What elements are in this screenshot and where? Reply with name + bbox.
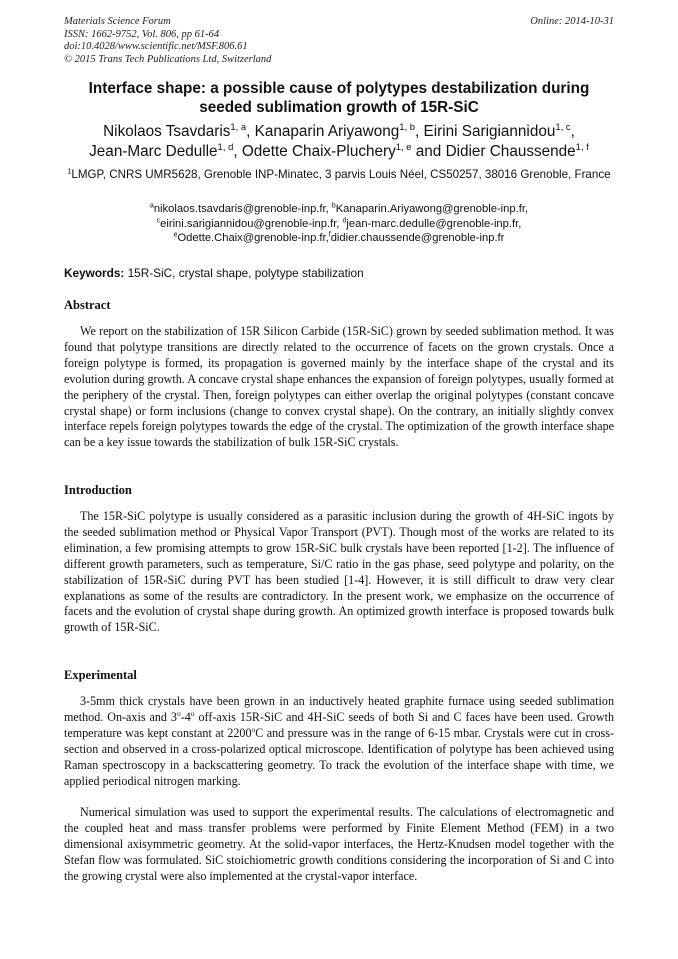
email-mark: e xyxy=(173,231,178,239)
author-affil-mark: 1, b xyxy=(399,122,416,134)
author-name: Kanaparin Ariyawong xyxy=(254,123,400,140)
paper-title xyxy=(60,79,618,117)
experimental-paragraph-1 xyxy=(64,694,614,789)
email-address[interactable]: eirini.sarigiannidou@grenoble-inp.fr, xyxy=(160,217,340,230)
title-line-2: seeded sublimation growth of 15R-SiC xyxy=(199,99,479,116)
email-list xyxy=(58,202,620,246)
introduction-heading: Introduction xyxy=(64,483,132,497)
abstract-text: We report on the stabilization of 15R Silicon Carbide (15R-SiC) grown by seeded sublimation method. It was found that polytype transitions are directly related to the occurrence of facets on the grown crystals. Once a foreign polytype is formed, its propagation is governed mainly by the interface shape of the crystal and its evolution during growth. A concave crystal shape enhances the expansion of foreign polytypes, usually formed at the periphery of the crystal. Then, foreign polytypes can either overlap the original polytypes (constant concave crystal shape) or form inclusions (change to convex crystal shape). On the contrary, an initially slightly convex interface repels foreign polytypes towards the edge of the crystal. The optimization of the growth interface shape can be a key issue towards the stabilization of bulk 15R-SiC crystals. xyxy=(64,324,614,450)
experimental-text: -4 xyxy=(180,709,191,724)
email-address[interactable]: Kanaparin.Ariyawong@grenoble-inp.fr, xyxy=(335,203,529,215)
author-name: Eirini Sarigiannidou xyxy=(423,123,556,140)
degree-mark: o xyxy=(190,708,195,718)
author-list xyxy=(52,122,626,162)
journal-name: Materials Science Forum xyxy=(64,16,171,27)
author-name: Didier Chaussende xyxy=(445,143,576,160)
degree-mark: o xyxy=(176,708,181,718)
abstract-heading: Abstract xyxy=(64,298,111,312)
email-line-1 xyxy=(58,202,620,217)
author-line-2: Jean-Marc Dedulle$^{1, d}$, Odette Chaix-Pluchery$^{1, e}$ and Didier Chaussende$^{1, f}$ xyxy=(89,142,589,160)
email-mark: a xyxy=(149,202,154,210)
author-affil-mark: 1, e xyxy=(395,142,412,154)
author-affil-mark: 1, c xyxy=(555,122,571,134)
doi-line[interactable]: doi:10.4028/www.scientific.net/MSF.806.61 xyxy=(64,41,248,52)
email-address[interactable]: Odette.Chaix@grenoble-inp.fr, xyxy=(177,232,329,244)
affiliation xyxy=(58,167,620,183)
email-mark: b xyxy=(331,202,336,210)
keywords-text: 15R-SiC, crystal shape, polytype stabilization xyxy=(127,266,364,280)
affiliation-mark: 1 xyxy=(67,166,72,176)
issn-line: ISSN: 1662-9752, Vol. 806, pp 61-64 xyxy=(64,28,220,40)
author-name: Odette Chaix-Pluchery xyxy=(241,143,396,160)
author-name: Nikolaos Tsavdaris xyxy=(103,123,231,140)
experimental-text: C and pressure was in the range of 6-15 mbar. Crystals were cut in cross-section and observed in a cross-polarized optical microscope. Identification of polytype has been achieved using Raman spectroscopy in a backscattering geometry. To track the evolution of the interface shape with time, we applied periodical nitrogen marking. xyxy=(64,725,614,788)
author-line-1: Nikolaos Tsavdaris$^{1, a}$, Kanaparin Ariyawong$^{1, b}$, Eirini Sarigiannidou$^{1, c}$, xyxy=(103,122,575,140)
author-affil-mark: 1, d xyxy=(217,142,234,154)
author-affil-mark: 1, f xyxy=(575,142,589,154)
experimental-text: 3-5mm thick crystals have been grown in an inductively heated graphite furnace using seeded sublimation method. On-axis and 3 xyxy=(64,694,614,724)
author-conjunction: and xyxy=(415,143,442,160)
keywords-label: Keywords: xyxy=(64,266,125,280)
email-line-3 xyxy=(58,231,620,246)
journal-header xyxy=(64,16,271,66)
email-mark: f xyxy=(328,231,331,239)
degree-mark: o xyxy=(251,724,256,734)
affiliation-text: LMGP, CNRS UMR5628, Grenoble INP-Minatec, 3 parvis Louis Néel, CS50257, 38016 Grenoble, France xyxy=(71,168,611,181)
email-address[interactable]: jean-marc.dedulle@grenoble-inp.fr, xyxy=(346,217,522,230)
email-line-2 xyxy=(58,217,620,232)
email-mark: c xyxy=(156,217,161,225)
email-address[interactable]: didier.chaussende@grenoble-inp.fr xyxy=(330,232,505,244)
experimental-heading: Experimental xyxy=(64,668,137,682)
keywords xyxy=(64,266,364,280)
email-address[interactable]: nikolaos.tsavdaris@grenoble-inp.fr, xyxy=(153,203,329,215)
title-line-1: Interface shape: a possible cause of polytypes destabilization during xyxy=(88,80,590,97)
experimental-paragraph-2: Numerical simulation was used to support the experimental results. The calculations of electromagnetic and the coupled heat and mass transfer problems were performed by Finite Element Method (FEM) in a two dimensional axisymmetric geometry. At the solid-vapor interfaces, the Hertz-Knudsen model together with the Stefan flow was formulated. SiC stoichiometric growth conditions considering the incorporation of Si and C into the growing crystal were also implemented at the crystal-vapor interface. xyxy=(64,805,614,883)
experimental-text: off-axis 15R-SiC and 4H-SiC seeds of both Si and C faces have been used. Growth temperature was kept constant at 2200 xyxy=(64,709,614,740)
online-date: Online: 2014-10-31 xyxy=(530,16,614,27)
author-affil-mark: 1, a xyxy=(230,122,247,134)
copyright-line: © 2015 Trans Tech Publications Ltd, Switzerland xyxy=(64,53,272,65)
author-name: Jean-Marc Dedulle xyxy=(89,143,218,160)
email-mark: d xyxy=(342,217,347,225)
introduction-text: The 15R-SiC polytype is usually considered as a parasitic inclusion during the growth of 4H-SiC ingots by the seeded sublimation method or Physical Vapor Transport (PVT). Though most of the works are related to its elimination, a few promising attempts to grow 15R-SiC bulk crystals have been reported [1-2]. The influence of different growth parameters, such as temperature, Si/C ratio in the gas phase, seed polytype and polarity, on the stabilization of 15R-SiC during PVT has been studied [1-4]. However, it is still difficult to draw very clear explanations as some of the results are contradictory. In the present work, we emphasize on the occurrence of facets and the evolution of crystal shape during growth. An optimized growth interface is proposed towards bulk growth of 15R-SiC. xyxy=(64,509,614,635)
